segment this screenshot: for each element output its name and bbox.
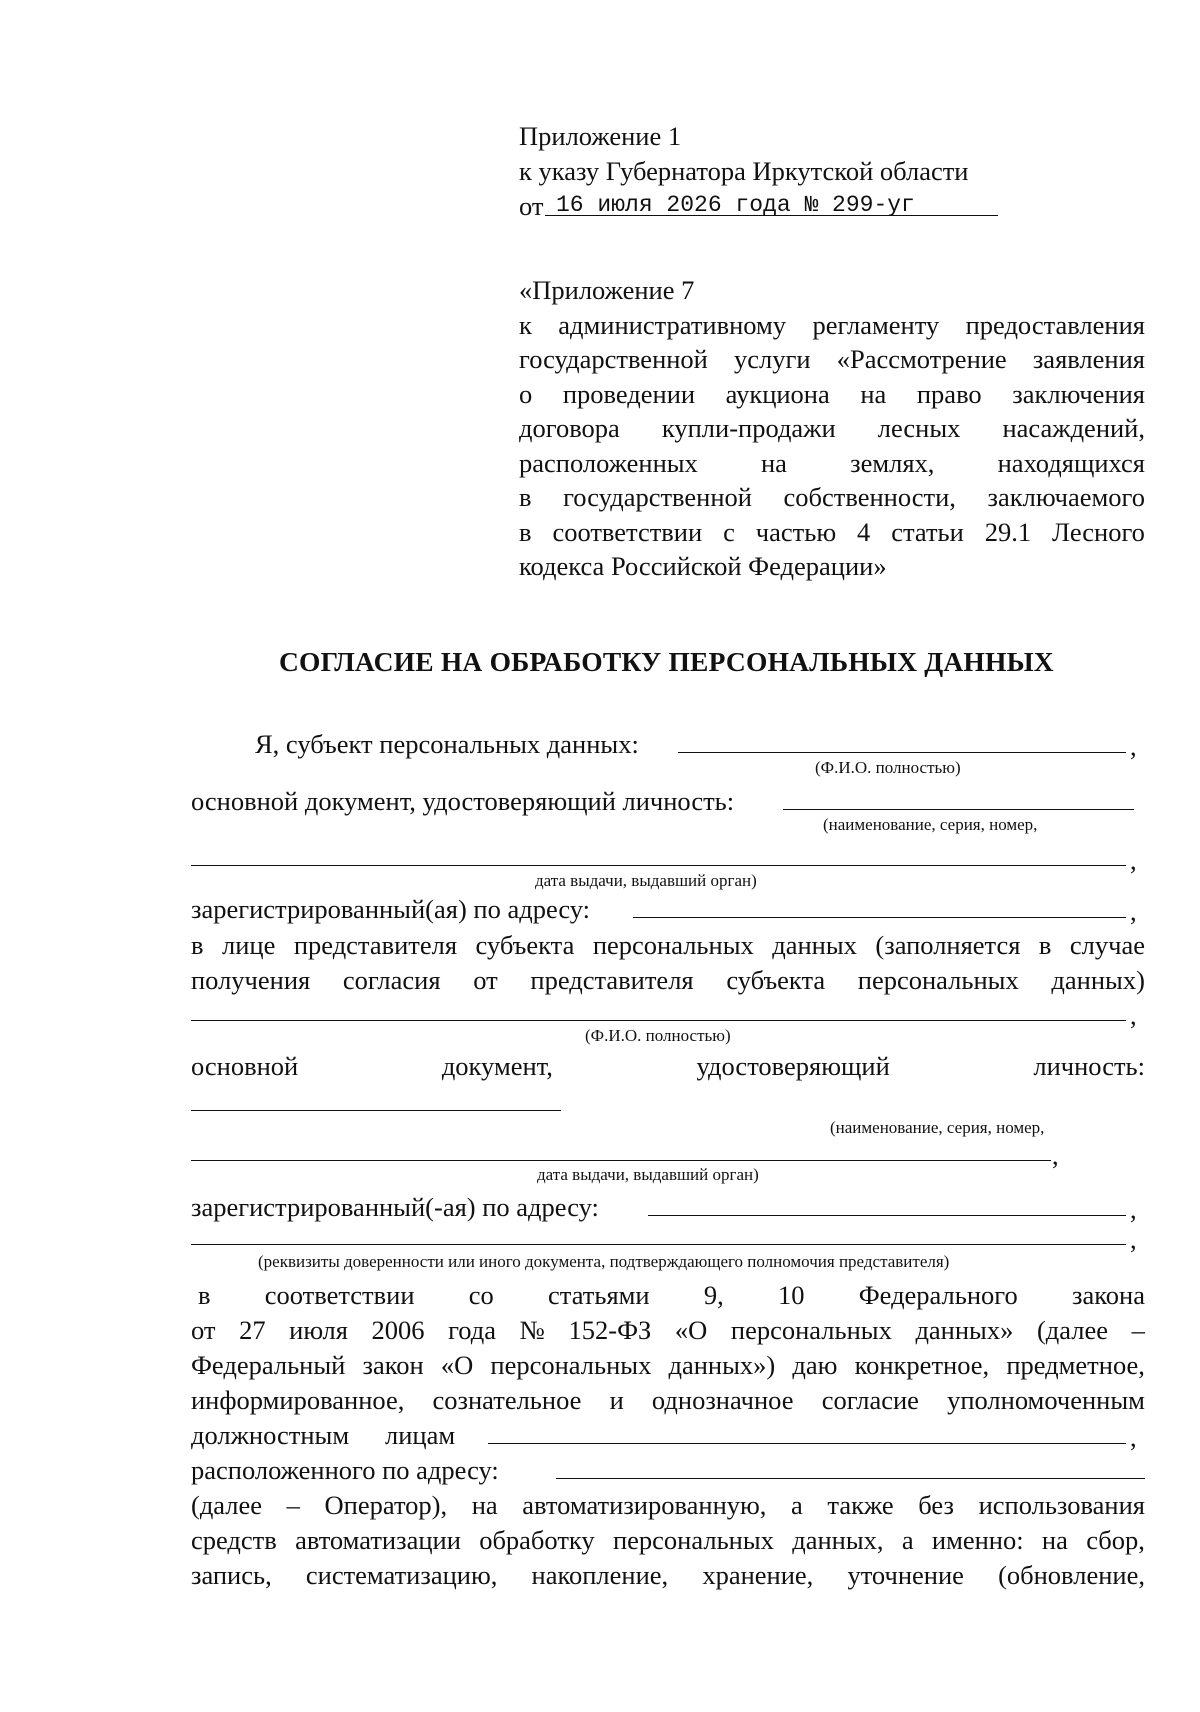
word: со [468, 1280, 494, 1310]
word: именно: [931, 1525, 1024, 1555]
decree-date-underline [545, 215, 998, 216]
word: (далее [1036, 1315, 1109, 1345]
document-field-continued[interactable] [191, 865, 1126, 866]
word: государственной [563, 482, 752, 512]
word: использования [978, 1490, 1145, 1520]
word: статьи [891, 516, 964, 547]
word: автоматизации [295, 1525, 461, 1555]
word: а [791, 1490, 803, 1520]
word: договора [519, 413, 620, 443]
word: удостоверяющий [696, 1051, 890, 1081]
registered-label: зарегистрированный(ая) по адресу: [191, 894, 591, 924]
comma: , [1130, 731, 1137, 761]
comma: , [1130, 1224, 1137, 1254]
body-line-9 [191, 1557, 1145, 1593]
comma: , [1130, 1194, 1137, 1224]
representative-fio-field[interactable] [191, 1020, 1126, 1021]
word: и [609, 1385, 624, 1415]
word: право [916, 378, 982, 409]
word: данных, [792, 1525, 884, 1555]
appendix-1-decree: к указу Губернатора Иркутской области [519, 156, 969, 186]
word: персональных [490, 1350, 652, 1380]
word: статьями [548, 1280, 650, 1310]
word: предоставления [965, 309, 1145, 340]
word: «О [440, 1350, 474, 1380]
word: в [1038, 930, 1052, 960]
word: с [723, 516, 735, 547]
word: – [1131, 1315, 1145, 1345]
word: даю [792, 1350, 838, 1380]
appendix-7-line: кодекса Российской Федерации» [519, 551, 887, 581]
document-title: СОГЛАСИЕ НА ОБРАБОТКУ ПЕРСОНАЛЬНЫХ ДАННЫХ [279, 646, 1054, 677]
word: лице [222, 930, 276, 960]
word: 4 [857, 516, 871, 547]
word: систематизацию, [305, 1560, 498, 1590]
word: 2006 [371, 1315, 425, 1345]
appendix-7-line [519, 445, 1145, 481]
word: также [827, 1490, 894, 1520]
word: соответствии [264, 1280, 415, 1310]
word: лесных [877, 413, 961, 443]
word: (заполняется [875, 930, 1021, 960]
word: на [761, 447, 787, 478]
word: документ, [441, 1051, 553, 1081]
appendix-1-title: Приложение 1 [519, 121, 682, 151]
word: уточнение [847, 1560, 964, 1590]
word: информированное, [191, 1385, 405, 1415]
power-of-attorney-field[interactable] [191, 1244, 1126, 1245]
word: без [918, 1490, 954, 1520]
document-label: основной документ, удостоверяющий личность: [191, 786, 735, 816]
body-line-5-a: должностным [191, 1420, 350, 1450]
word: Оператор), [324, 1490, 448, 1520]
word: на [860, 378, 887, 409]
word: Федеральный [191, 1350, 346, 1380]
word: регламенту [812, 309, 940, 340]
word: согласия [342, 965, 441, 995]
word: частью [755, 516, 837, 547]
appendix-7-line [519, 376, 1145, 412]
word: данных [772, 930, 857, 960]
body-line-1 [198, 1277, 1145, 1313]
word: заключаемого [987, 482, 1145, 512]
word: на [1041, 1525, 1068, 1555]
subject-label: Я, субъект персональных данных: [255, 729, 639, 759]
word: (далее [191, 1490, 263, 1520]
body-line-7 [191, 1487, 1145, 1523]
word: Федерального [858, 1280, 1018, 1310]
appendix-7-line [519, 410, 1145, 446]
word: данных) [1051, 965, 1145, 995]
word: государственной [519, 344, 708, 374]
word: получения [191, 965, 311, 995]
word: хранение, [702, 1560, 814, 1590]
hint-fio: (Ф.И.О. полностью) [815, 758, 961, 777]
body-line-2 [191, 1312, 1145, 1348]
word: года [448, 1315, 497, 1345]
word: «О [674, 1315, 708, 1345]
word: персональных [730, 1315, 892, 1345]
comma: , [1130, 845, 1137, 875]
word: средств [191, 1525, 277, 1555]
body-line-4 [191, 1382, 1145, 1418]
word: субъекта [726, 965, 826, 995]
word: июля [289, 1315, 348, 1345]
word: персональных [612, 1525, 774, 1555]
word: 9, [703, 1280, 724, 1310]
word: к [519, 309, 532, 340]
hint-document: (наименование, серия, номер, [823, 815, 1038, 834]
hint-issue: дата выдачи, выдавший орган) [535, 871, 757, 890]
word: расположенных [519, 447, 698, 478]
body-line-5-b: лицам [385, 1420, 456, 1450]
word: конкретное, [854, 1350, 990, 1380]
registered-representative-field[interactable] [648, 1215, 1126, 1216]
word: заключения [1012, 378, 1145, 409]
document-field[interactable] [783, 809, 1134, 810]
word: данных» [915, 1315, 1014, 1345]
word: 152-ФЗ [568, 1315, 652, 1345]
word: запись, [191, 1560, 272, 1590]
word: однозначное [651, 1385, 794, 1415]
word: в [519, 516, 532, 547]
subject-fio-field[interactable] [678, 752, 1126, 753]
word: № [519, 1315, 545, 1345]
appendix-7-line [519, 307, 1145, 343]
word: уполномоченным [947, 1385, 1145, 1415]
representative-line-1 [191, 927, 1145, 963]
word: насаждений, [1002, 413, 1145, 443]
comma: , [1130, 1422, 1137, 1452]
comma: , [1130, 896, 1137, 926]
word: сбор, [1086, 1525, 1145, 1555]
hint-power-of-attorney: (реквизиты доверенности или иного документа, подтверждающего полномочия представителя) [258, 1252, 950, 1271]
word: купли-продажи [661, 413, 836, 443]
word: сознательное [432, 1385, 582, 1415]
word: данных») [668, 1350, 776, 1380]
word: в [198, 1280, 211, 1310]
authorized-officials-field[interactable] [488, 1443, 1126, 1444]
comma: , [1130, 1000, 1137, 1030]
word: а [901, 1525, 914, 1555]
representative-document-label [191, 1048, 1145, 1084]
appendix-1-from: от [519, 191, 544, 221]
word: представителя [293, 930, 458, 960]
body-line-6: расположенного по адресу: [191, 1455, 499, 1485]
body-line-3 [191, 1347, 1145, 1383]
word: (обновление, [998, 1560, 1145, 1590]
word: автоматизированную, [522, 1490, 767, 1520]
word: 10 [777, 1280, 805, 1310]
appendix-7-line: «Приложение 7 [519, 275, 695, 305]
word: закон [362, 1350, 424, 1380]
word: обработку [479, 1525, 595, 1555]
representative-document-field[interactable] [191, 1110, 561, 1111]
representative-document-field-continued[interactable] [191, 1160, 1051, 1161]
word: от [473, 965, 498, 995]
word: от [191, 1315, 216, 1345]
word: на [471, 1490, 498, 1520]
word: о [519, 378, 533, 409]
word: персональных [592, 930, 754, 960]
word: Лесного [1052, 516, 1145, 547]
word: представителя [530, 965, 694, 995]
word: персональных [857, 965, 1019, 995]
word: накопление, [531, 1560, 669, 1590]
body-line-8 [191, 1522, 1145, 1558]
representative-line-2 [191, 962, 1145, 998]
comma: , [1052, 1140, 1059, 1170]
word: землях, [850, 447, 935, 478]
registered-address-field[interactable] [633, 917, 1126, 918]
word: 27 [239, 1315, 266, 1345]
word: согласие [821, 1385, 919, 1415]
hint-fio-representative: (Ф.И.О. полностью) [585, 1026, 731, 1045]
word: предметное, [1006, 1350, 1145, 1380]
word: основной [191, 1051, 299, 1081]
word: 29.1 [984, 516, 1032, 547]
word: проведении [562, 378, 696, 409]
word: услуги [734, 344, 811, 374]
word: субъекта [475, 930, 575, 960]
decree-date-number: 16 июля 2026 года № 299-уг [556, 192, 915, 218]
word: «Рассмотрение [836, 344, 1007, 374]
hint-issue-representative: дата выдачи, выдавший орган) [537, 1165, 759, 1184]
registered-representative-label: зарегистрированный(-ая) по адресу: [191, 1192, 599, 1222]
hint-document-representative: (наименование, серия, номер, [830, 1118, 1045, 1137]
word: закона [1072, 1280, 1145, 1310]
word: административному [558, 309, 787, 340]
word: соответствии [552, 516, 703, 547]
word: в [191, 930, 204, 960]
word: находящихся [997, 447, 1145, 478]
word: случае [1069, 930, 1145, 960]
word: собственности, [783, 482, 956, 512]
appendix-7-line [519, 514, 1145, 550]
word: личность: [1033, 1051, 1145, 1081]
word: в [519, 482, 532, 512]
word: заявления [1032, 344, 1145, 374]
word: – [286, 1490, 300, 1520]
word: аукциона [725, 378, 830, 409]
operator-address-field[interactable] [556, 1478, 1145, 1479]
appendix-7-line [519, 479, 1145, 515]
appendix-7-line [519, 341, 1145, 377]
